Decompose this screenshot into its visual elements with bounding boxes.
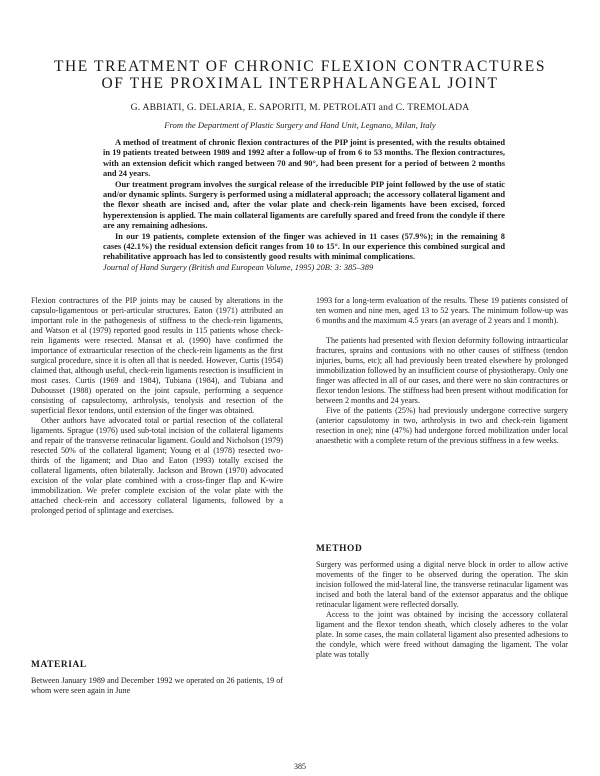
body-paragraph: Surgery was performed using a digital nerve block in order to allow active movements of the finger to be observed during the operation. The skin incision followed the mid-lateral line, the transverse retinacular ligament was incised and both the lateral band of the extensor apparatus and the oblique retinacular ligament were reflected dorsally. [316,560,568,609]
body-paragraph: Other authors have advocated total or partial resection of the collateral ligaments. Sprague (1976) used sub-total incision of the collateral ligaments and repair of the transverse retinacular ligament. Gould and Nicholson (1979) resected 50% of the collateral ligament; Young et al (1978) resected two-thirds of the ligament; and Diao and Eaton (1993) totally excised the collateral ligaments, often bilaterally. Jackson and Brown (1970) advocated excision of the volar plate combined with a cross-finger flap and K-wire immobilization. We prefer complete excision of the volar plate with the attached check-rein and accessory collateral ligaments, followed by a prolonged period of splintage and exercises. [31,416,283,515]
right-column [316,296,568,446]
left-column-material [31,676,283,696]
abstract [103,138,505,273]
body-paragraph: 1993 for a long-term evaluation of the results. These 19 patients consisted of ten women and nine men, aged 13 to 52 years. The minimum follow-up was 6 months and the maximum 4.5 years (an average of 2 years and 1 month). [316,296,568,325]
affiliation: From the Department of Plastic Surgery and Hand Unit, Legnano, Milan, Italy [164,120,436,130]
article-title-line-2: OF THE PROXIMAL INTERPHALANGEAL JOINT [101,75,499,92]
article-title-line-1: THE TREATMENT OF CHRONIC FLEXION CONTRACTURES [53,58,547,75]
section-heading-material: MATERIAL [31,660,87,670]
abstract-paragraph: In our 19 patients, complete extension of the finger was achieved in 11 cases (57.9%); in the remaining 8 cases (42.1%) the residual extension deficit ranges from 10 to 15°. In our experience this combined surgical and rehabilitative approach has led to consistently good results with minimal complications. [103,231,505,262]
body-paragraph: Flexion contractures of the PIP joints may be caused by alterations in the capsulo-ligamentous or peri-articular structures. Eaton (1971) attributed an important role in the pathogenesis of stiffness to the check-rein ligaments, and Watson et al (1979) reported good results in 115 patients whose check-rein ligaments were resected. Mansat et al. (1990) have confirmed the importance of extraarticular resection of the check-rein ligaments as the first surgical procedure, since it is often all that is needed. However, Curtis (1954) claimed that, although useful, check-rein ligaments resection is insufficient in most cases. Curtis (1969 and 1984), Tubiana (1984), and Tubiana and Dubousset (1988) operated on the joint capsule, performing a sequence consisting of capsulectomy, arthrolysis, tenolysis and resection of the superficial flexor tendons, until extension of the finger was obtained. [31,296,283,415]
right-column-method [316,560,568,660]
body-paragraph: The patients had presented with flexion deformity following intraarticular fractures, sprains and contusions with no other causes of stiffness (tendon injuries, burns, etc); all had previously been treated elsewhere by prolonged immobilization followed by an insufficient course of physiotherapy. Only one finger was affected in all of our cases, and there were no skin contractures or flexor tendon lesions. The stiffness had been present without modification for between 2 months and 24 years. [316,336,568,405]
body-paragraph: Access to the joint was obtained by incising the accessory collateral ligament and the flexor tendon sheath, which closely adheres to the volar plate. In some cases, the main collateral ligament also presented adhesions to the condyle, which were freed without damaging the ligament. The volar plate was totally [316,610,568,659]
body-paragraph: Five of the patients (25%) had previously undergone corrective surgery (anterior capsulotomy in two, arthrolysis in two and check-rein ligament resection in one); nine (47%) had undergone forced mobilization under local anaesthetic with a complete return of the previous stiffness in a few weeks. [316,406,568,445]
journal-reference: Journal of Hand Surgery (British and European Volume, 1995) 20B: 3: 385–389 [103,262,374,272]
body-paragraph: Between January 1989 and December 1992 we operated on 26 patients, 19 of whom were seen again in June [31,676,283,695]
left-column [31,296,283,516]
page-number: 385 [294,762,306,771]
author-list: G. ABBIATI, G. DELARIA, E. SAPORITI, M. PETROLATI and C. TREMOLADA [130,102,470,113]
section-heading-method: METHOD [316,544,363,554]
abstract-paragraph: A method of treatment of chronic flexion contractures of the PIP joint is presented, with the results obtained in 19 patients treated between 1989 and 1992 after a follow-up of from 6 to 53 months. The flexion contractures, with an extension deficit which ranged between 70 and 90°, had been present for a period of between 2 months and 24 years. [103,138,505,179]
abstract-paragraph: Our treatment program involves the surgical release of the irreducible PIP joint followed by the use of static and/or dynamic splints. Surgery is performed using a midlateral approach; the accessory collateral ligament and the flexor sheath are incised and, after the volar plate and check-rein ligaments have been excised, forced hyperextension is applied. The main collateral ligaments are carefully spared and freed from the condyle if there are any remaining adhesions. [103,179,505,231]
